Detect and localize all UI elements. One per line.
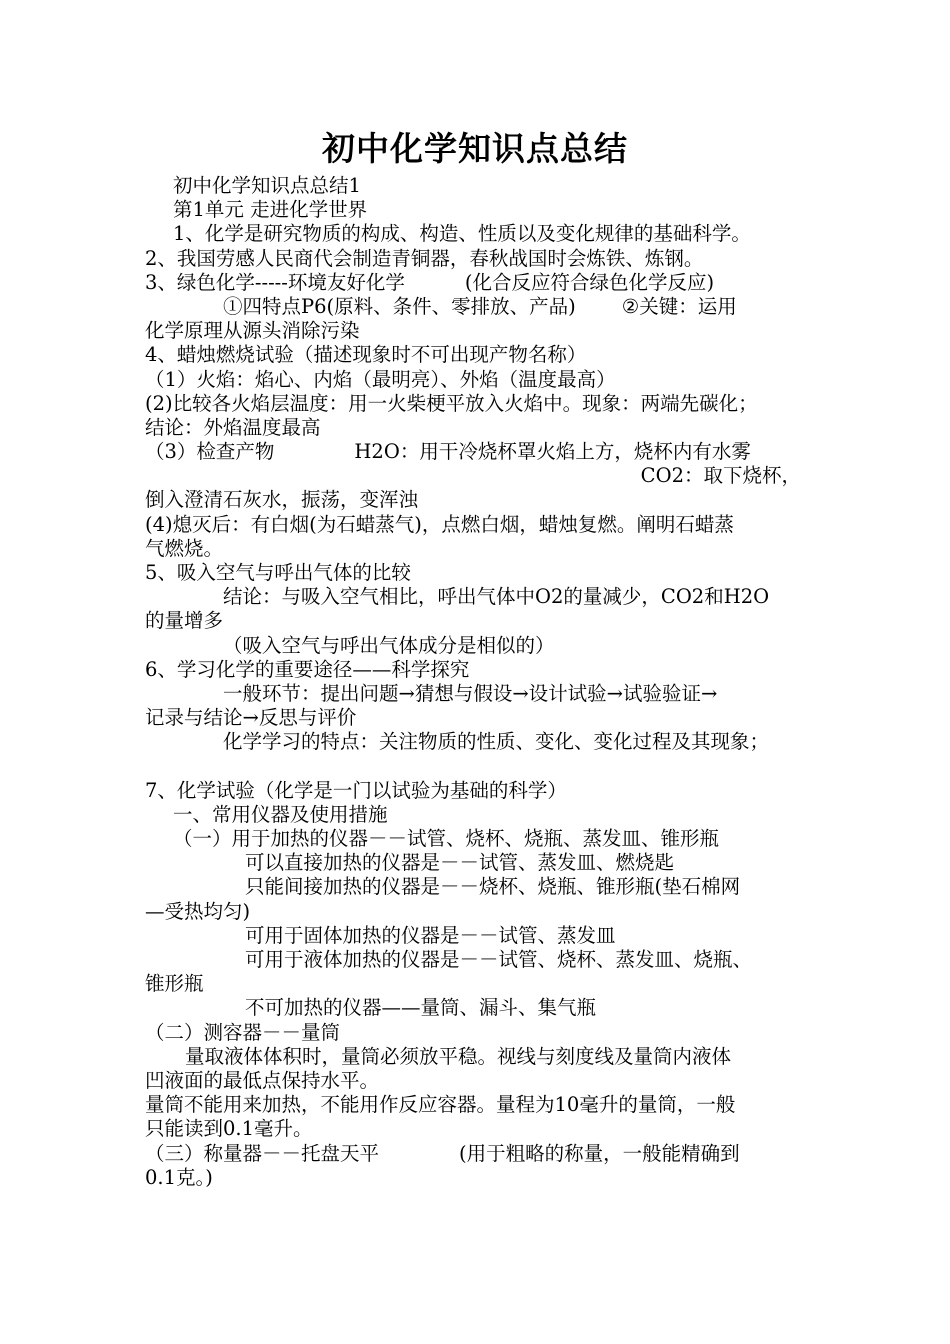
- paragraph-line: —受热均匀): [145, 899, 251, 923]
- paragraph-line: 5、吸入空气与呼出气体的比较: [145, 561, 411, 584]
- paragraph-line: 3、绿色化学-----环境友好化学 (化合反应符合绿色化学反应): [145, 270, 715, 294]
- paragraph-line: 量取液体体积时，量筒必须放平稳。视线与刻度线及量筒内液体: [185, 1044, 732, 1068]
- paragraph-line: （二）测容器－－量筒: [145, 1020, 341, 1044]
- paragraph-line: 只能间接加热的仪器是－－烧杯、烧瓶、锥形瓶(垫石棉网: [245, 875, 741, 899]
- paragraph-line: 凹液面的最低点保持水平。: [145, 1068, 380, 1092]
- paragraph-line: 可用于固体加热的仪器是－－试管、蒸发皿: [245, 923, 616, 947]
- paragraph-line: 结论：外焰温度最高: [145, 415, 321, 439]
- paragraph-line: （3）检查产物 H2O：用干冷烧杯罩火焰上方，烧杯内有水雾: [145, 440, 751, 464]
- paragraph-line: 结论：与吸入空气相比，呼出气体中O2的量减少，CO2和H2O: [223, 585, 770, 609]
- paragraph-line: 4、蜡烛燃烧试验（描述现象时不可出现产物名称）: [145, 343, 587, 367]
- paragraph-line: (4)熄灭后：有白烟(为石蜡蒸气)，点燃白烟，蜡烛复燃。阐明石蜡蒸: [145, 512, 734, 536]
- paragraph-line: 0.1克。): [145, 1165, 213, 1189]
- document-body: [145, 174, 815, 1190]
- paragraph-line: 7、化学试验（化学是一门以试验为基础的科学）: [145, 778, 567, 802]
- paragraph-line: 第1单元 走进化学世界: [173, 198, 368, 222]
- paragraph-line: 不可加热的仪器——量筒、漏斗、集气瓶: [245, 996, 597, 1020]
- paragraph-line: 气燃烧。: [145, 536, 224, 560]
- paragraph-line: 化学学习的特点：关注物质的性质、变化、变化过程及其现象；: [223, 730, 770, 754]
- document-title: 初中化学知识点总结: [322, 129, 628, 168]
- paragraph-line: 可用于液体加热的仪器是－－试管、烧杯、蒸发皿、烧瓶、: [245, 948, 753, 971]
- paragraph-line: （三）称量器－－托盘天平 (用于粗略的称量，一般能精确到: [145, 1141, 740, 1165]
- paragraph-line: 量筒不能用来加热，不能用作反应容器。量程为10毫升的量筒，一般: [145, 1093, 736, 1117]
- paragraph-line: 2、我国劳感人民商代会制造青铜器，春秋战国时会炼铁、炼钢。: [145, 246, 704, 270]
- paragraph-line: 记录与结论→反思与评价: [145, 706, 357, 730]
- paragraph-line: （一）用于加热的仪器－－试管、烧杯、烧瓶、蒸发皿、锥形瓶: [173, 827, 720, 851]
- paragraph-line: ①四特点P6(原料、条件、零排放、产品) ②关键：运用: [223, 294, 737, 318]
- paragraph-line: CO2：取下烧杯，: [640, 464, 801, 488]
- paragraph-line: 只能读到0.1毫升。: [145, 1117, 313, 1141]
- paragraph-line: 的量增多: [145, 609, 224, 633]
- paragraph-line: 1、化学是研究物质的构成、构造、性质以及变化规律的基础科学。: [173, 222, 751, 246]
- blank-line: [145, 755, 815, 779]
- paragraph-line: 锥形瓶: [145, 972, 204, 996]
- paragraph-line: 一般环节：提出问题→猜想与假设→设计试验→试验验证→: [223, 681, 718, 705]
- paragraph-line: 一、常用仪器及使用措施: [173, 802, 388, 826]
- paragraph-line: 初中化学知识点总结1: [173, 174, 361, 197]
- paragraph-line: 倒入澄清石灰水，振荡，变浑浊: [145, 488, 419, 512]
- paragraph-line: 可以直接加热的仪器是－－试管、蒸发皿、燃烧匙: [245, 851, 675, 875]
- paragraph-line: （1）火焰：焰心、内焰（最明亮）、外焰（温度最高）: [145, 367, 616, 391]
- paragraph-line: 化学原理从源头消除污染: [145, 319, 360, 343]
- paragraph-line: （吸入空气与呼出气体成分是相似的）: [223, 633, 555, 657]
- paragraph-line: (2)比较各火焰层温度：用一火柴梗平放入火焰中。现象：两端先碳化；: [145, 391, 758, 415]
- paragraph-line: 6、学习化学的重要途径——科学探究: [145, 657, 470, 681]
